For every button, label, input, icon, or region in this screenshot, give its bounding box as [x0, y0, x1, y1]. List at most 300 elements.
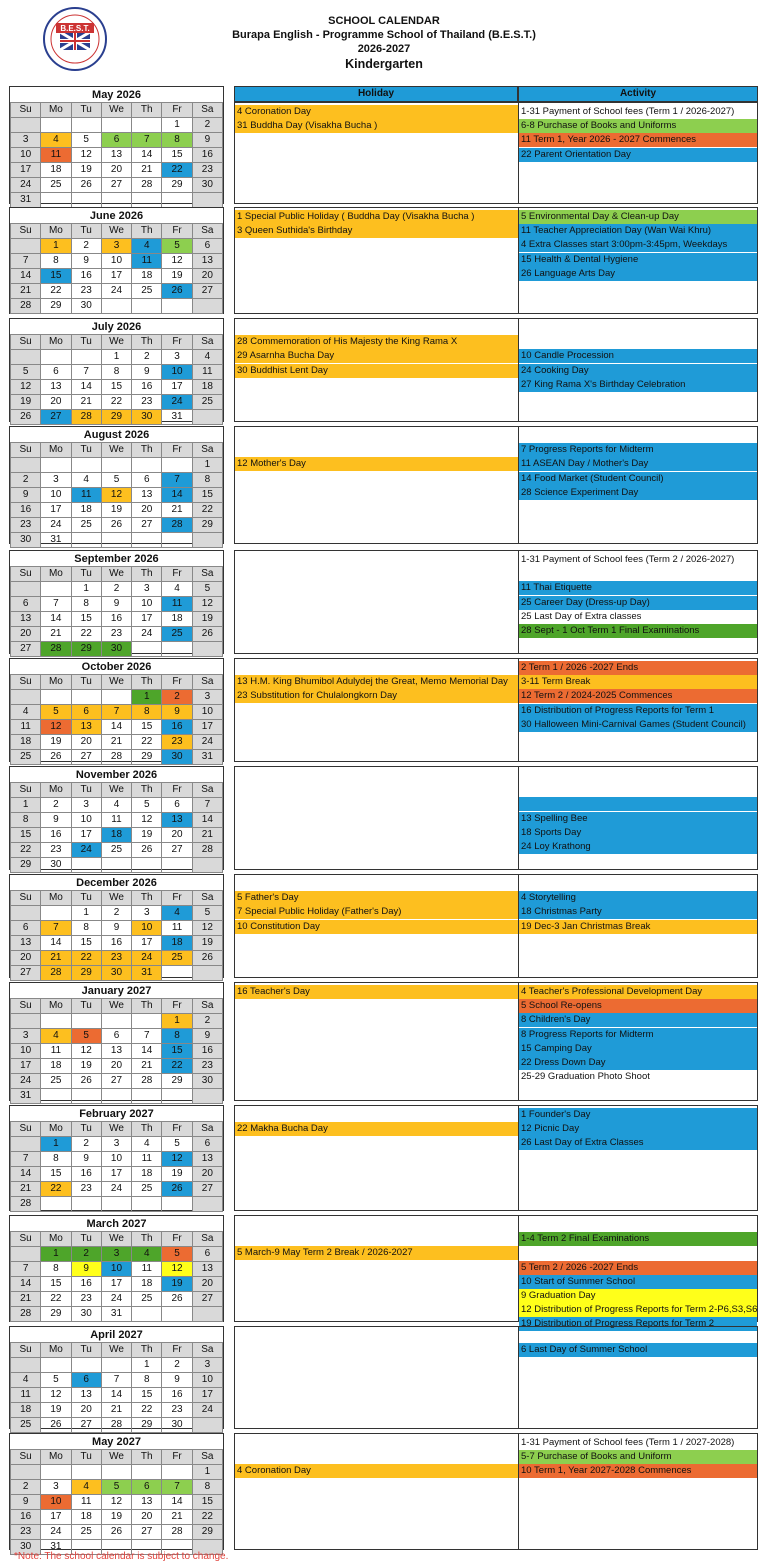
day-cell: 9 [101, 921, 131, 936]
holiday-entry: 23 Substitution for Chulalongkorn Day [235, 689, 518, 703]
day-name: We [101, 1450, 131, 1465]
activity-entry: 25 Career Day (Dress-up Day) [519, 596, 757, 610]
day-cell: 21 [11, 284, 41, 299]
day-cell: 11 [162, 597, 192, 612]
day-cell: 13 [101, 1044, 131, 1059]
day-cell: 2 [71, 1247, 101, 1262]
activity-box [518, 766, 758, 870]
empty-cell [192, 1197, 222, 1212]
day-name: Fr [162, 1232, 192, 1247]
day-name: We [101, 675, 131, 690]
day-cell: 20 [192, 1167, 222, 1182]
day-cell: 15 [11, 828, 41, 843]
day-name: Su [11, 1122, 41, 1137]
activity-entry: 12 Term 2 / 2024-2025 Commences [519, 689, 757, 703]
holiday-entry: 10 Constitution Day [235, 920, 518, 934]
day-cell: 30 [11, 1540, 41, 1555]
day-name: Su [11, 1343, 41, 1358]
day-cell: 19 [11, 395, 41, 410]
activity-entry: 16 Distribution of Progress Reports for Term 1 [519, 704, 757, 718]
day-cell: 29 [41, 1307, 71, 1322]
day-cell: 4 [162, 582, 192, 597]
activity-entry: 19 Dec-3 Jan Christmas Break [519, 920, 757, 934]
day-cell: 31 [11, 1089, 41, 1104]
day-name: Tu [71, 224, 101, 239]
activity-entry: 10 Start of Summer School [519, 1275, 757, 1289]
empty-cell [192, 410, 222, 425]
month-title: December 2026 [76, 876, 157, 889]
day-cell: 2 [41, 798, 71, 813]
empty-cell [162, 193, 192, 208]
day-cell: 23 [71, 1292, 101, 1307]
empty-cell [162, 1197, 192, 1212]
holiday-box [234, 426, 519, 544]
day-cell: 15 [41, 1277, 71, 1292]
empty-cell [192, 858, 222, 873]
month-title: July 2026 [91, 320, 142, 333]
day-name: Fr [162, 1450, 192, 1465]
empty-cell [41, 1465, 71, 1480]
empty-cell [11, 1137, 41, 1152]
holiday-entry: 28 Commemoration of His Majesty the King Rama X [235, 335, 518, 349]
day-name: Fr [162, 783, 192, 798]
day-cell: 10 [192, 1373, 222, 1388]
holiday-box [234, 658, 519, 762]
day-cell: 16 [71, 1277, 101, 1292]
activity-entry: 15 Camping Day [519, 1042, 757, 1056]
day-cell: 13 [11, 612, 41, 627]
activity-box [518, 102, 758, 204]
day-cell: 26 [101, 518, 131, 533]
day-name: Fr [162, 891, 192, 906]
day-cell: 20 [192, 1277, 222, 1292]
activity-entry: 27 King Rama X's Birthday Celebration [519, 378, 757, 392]
empty-cell [41, 118, 71, 133]
empty-cell [101, 533, 131, 548]
activity-entry: 12 Distribution of Progress Reports for Term 2-P6,S3,S6 [521, 1304, 758, 1316]
day-name: Su [11, 335, 41, 350]
day-cell: 17 [41, 503, 71, 518]
day-cell: 10 [41, 1495, 71, 1510]
day-cell: 18 [41, 163, 71, 178]
day-cell: 30 [162, 1418, 192, 1433]
day-cell: 1 [41, 1137, 71, 1152]
day-cell: 23 [11, 518, 41, 533]
day-cell: 29 [132, 1418, 162, 1433]
day-name: Tu [71, 1232, 101, 1247]
holiday-box [234, 207, 519, 314]
day-cell: 31 [101, 1307, 131, 1322]
day-cell: 22 [132, 735, 162, 750]
day-cell: 22 [41, 284, 71, 299]
day-cell: 24 [101, 1182, 131, 1197]
day-cell: 10 [162, 365, 192, 380]
empty-cell [71, 350, 101, 365]
day-cell: 17 [192, 1388, 222, 1403]
day-name: Tu [71, 1450, 101, 1465]
day-name: We [101, 335, 131, 350]
day-cell: 24 [41, 518, 71, 533]
day-cell: 22 [162, 163, 192, 178]
day-cell: 12 [101, 488, 131, 503]
holiday-entry: 1 Special Public Holiday ( Buddha Day (Visakha Bucha ) [235, 210, 518, 224]
month-calendar [9, 86, 224, 204]
day-cell: 10 [132, 921, 162, 936]
holiday-entry: 12 Mother's Day [235, 457, 518, 471]
activity-box [518, 874, 758, 978]
empty-cell [192, 1307, 222, 1322]
day-cell: 20 [11, 951, 41, 966]
day-cell: 5 [101, 473, 131, 488]
empty-cell [132, 1014, 162, 1029]
day-name: Fr [162, 443, 192, 458]
day-cell: 11 [132, 254, 162, 269]
day-name: Mo [41, 1232, 71, 1247]
day-cell: 22 [71, 627, 101, 642]
day-cell: 29 [41, 299, 71, 314]
empty-cell [71, 1014, 101, 1029]
activity-entry: 7 Progress Reports for Midterm [519, 443, 757, 457]
day-cell: 17 [101, 1277, 131, 1292]
day-cell: 13 [192, 1262, 222, 1277]
day-cell: 16 [101, 612, 131, 627]
day-name: Th [132, 1450, 162, 1465]
day-cell: 1 [192, 1465, 222, 1480]
day-cell: 25 [11, 750, 41, 765]
activity-entry: 18 Sports Day [519, 826, 757, 840]
day-cell: 19 [101, 503, 131, 518]
day-cell: 8 [162, 133, 192, 148]
day-cell: 24 [71, 843, 101, 858]
day-cell: 31 [192, 750, 222, 765]
day-cell: 5 [11, 365, 41, 380]
activity-column-header: Activity [518, 86, 758, 102]
empty-cell [162, 858, 192, 873]
day-cell: 7 [162, 1480, 192, 1495]
day-cell: 23 [41, 843, 71, 858]
day-cell: 3 [162, 350, 192, 365]
activity-box [518, 982, 758, 1101]
day-cell: 9 [132, 365, 162, 380]
day-cell: 13 [162, 813, 192, 828]
day-cell: 29 [192, 1525, 222, 1540]
activity-entry: 5 Environmental Day & Clean-up Day [519, 210, 757, 224]
day-cell: 8 [41, 1262, 71, 1277]
activity-entry: 1-31 Payment of School fees (Term 1 / 2026-2027) [519, 105, 757, 119]
day-cell: 31 [162, 410, 192, 425]
day-cell: 24 [192, 1403, 222, 1418]
day-cell: 11 [41, 148, 71, 163]
day-cell: 9 [71, 1262, 101, 1277]
day-cell: 25 [132, 1182, 162, 1197]
day-cell: 31 [41, 533, 71, 548]
empty-cell [162, 642, 192, 657]
day-name: Tu [71, 999, 101, 1014]
day-cell: 6 [192, 239, 222, 254]
empty-cell [162, 1465, 192, 1480]
day-name: Tu [71, 335, 101, 350]
month-title: May 2027 [92, 1435, 141, 1448]
day-cell: 23 [11, 1525, 41, 1540]
empty-cell [41, 1358, 71, 1373]
activity-entry: 1-4 Term 2 Final Examinations [519, 1232, 757, 1246]
day-name: Th [132, 675, 162, 690]
day-cell: 17 [101, 269, 131, 284]
day-cell: 18 [11, 735, 41, 750]
day-name: Su [11, 783, 41, 798]
day-cell: 19 [192, 612, 222, 627]
day-cell: 14 [162, 488, 192, 503]
day-cell: 19 [162, 1167, 192, 1182]
day-cell: 10 [132, 597, 162, 612]
day-cell: 1 [132, 690, 162, 705]
day-cell: 4 [41, 133, 71, 148]
day-cell: 20 [162, 828, 192, 843]
day-cell: 30 [41, 858, 71, 873]
day-name: Th [132, 1343, 162, 1358]
day-cell: 12 [162, 1262, 192, 1277]
day-cell: 27 [101, 178, 131, 193]
day-cell: 1 [162, 118, 192, 133]
day-name: Th [132, 1232, 162, 1247]
day-cell: 23 [71, 284, 101, 299]
day-cell: 3 [101, 1137, 131, 1152]
day-cell: 17 [11, 163, 41, 178]
empty-cell [132, 1307, 162, 1322]
empty-cell [132, 1089, 162, 1104]
empty-cell [71, 690, 101, 705]
empty-cell [132, 1197, 162, 1212]
day-cell: 12 [11, 380, 41, 395]
day-cell: 17 [132, 936, 162, 951]
day-cell: 9 [11, 1495, 41, 1510]
day-name: Sa [192, 224, 222, 239]
month-calendar [9, 318, 224, 422]
day-cell: 28 [11, 1197, 41, 1212]
activity-box [518, 207, 758, 314]
empty-cell [101, 1197, 131, 1212]
day-cell: 2 [71, 1137, 101, 1152]
day-cell: 15 [132, 720, 162, 735]
day-cell: 8 [71, 597, 101, 612]
activity-entry: 4 Teacher's Professional Development Day [519, 985, 757, 999]
day-cell: 30 [162, 750, 192, 765]
day-cell: 19 [132, 828, 162, 843]
activity-entry: 1-31 Payment of School fees (Term 2 / 2026-2027) [519, 553, 757, 567]
empty-cell [101, 1465, 131, 1480]
day-cell: 23 [192, 163, 222, 178]
day-cell: 28 [41, 642, 71, 657]
empty-cell [71, 1465, 101, 1480]
school-logo [42, 6, 108, 72]
day-cell: 28 [162, 518, 192, 533]
month-calendar [9, 1433, 224, 1550]
empty-cell [71, 1089, 101, 1104]
day-name: Th [132, 335, 162, 350]
day-cell: 5 [41, 1373, 71, 1388]
day-cell: 28 [11, 1307, 41, 1322]
day-name: Fr [162, 999, 192, 1014]
day-cell: 4 [41, 1029, 71, 1044]
holiday-entry: 22 Makha Bucha Day [235, 1122, 518, 1136]
activity-entry: 14 Food Market (Student Council) [519, 472, 757, 486]
day-name: Sa [192, 783, 222, 798]
day-cell: 15 [132, 1388, 162, 1403]
day-cell: 13 [11, 936, 41, 951]
day-cell: 27 [192, 1292, 222, 1307]
day-cell: 14 [132, 148, 162, 163]
empty-cell [192, 193, 222, 208]
day-cell: 12 [71, 1044, 101, 1059]
empty-cell [71, 118, 101, 133]
day-cell: 13 [71, 1388, 101, 1403]
month-title: April 2027 [90, 1328, 143, 1341]
activity-entry: 22 Parent Orientation Day [519, 148, 757, 162]
month-title: November 2026 [75, 768, 158, 781]
empty-cell [71, 458, 101, 473]
empty-cell [132, 118, 162, 133]
month-calendar [9, 874, 224, 978]
day-cell: 3 [101, 1247, 131, 1262]
day-cell: 3 [101, 239, 131, 254]
day-name: Su [11, 443, 41, 458]
holiday-box [234, 982, 519, 1101]
day-cell: 14 [11, 1167, 41, 1182]
day-cell: 20 [192, 269, 222, 284]
day-name: Su [11, 1450, 41, 1465]
day-name: Fr [162, 567, 192, 582]
day-cell: 6 [132, 1480, 162, 1495]
day-cell: 17 [192, 720, 222, 735]
day-cell: 4 [11, 1373, 41, 1388]
day-name: We [101, 891, 131, 906]
day-cell: 24 [132, 951, 162, 966]
day-cell: 26 [162, 1292, 192, 1307]
day-cell: 3 [11, 133, 41, 148]
day-cell: 15 [192, 1495, 222, 1510]
activity-entry [519, 567, 757, 581]
day-name: Mo [41, 224, 71, 239]
month-title: June 2026 [89, 209, 144, 222]
empty-cell [41, 350, 71, 365]
day-cell: 8 [41, 254, 71, 269]
day-cell: 22 [41, 1182, 71, 1197]
day-cell: 29 [162, 178, 192, 193]
holiday-box [234, 1105, 519, 1211]
activity-entry: 13 Spelling Bee [519, 812, 757, 826]
day-cell: 11 [11, 1388, 41, 1403]
activity-entry: 1-31 Payment of School fees (Term 1 / 2027-2028) [519, 1436, 757, 1450]
holiday-entry: 13 H.M. King Bhumibol Adulydej the Great, Memo Memorial Day [235, 675, 518, 689]
day-name: Tu [71, 567, 101, 582]
month-title: March 2027 [86, 1217, 147, 1230]
day-cell: 13 [132, 488, 162, 503]
day-cell: 7 [11, 254, 41, 269]
day-cell: 12 [101, 1495, 131, 1510]
day-cell: 6 [132, 473, 162, 488]
day-cell: 20 [41, 395, 71, 410]
day-cell: 28 [101, 750, 131, 765]
activity-entry: 10 Term 1, Year 2027-2028 Commences [519, 1464, 757, 1478]
day-cell: 6 [11, 597, 41, 612]
activity-box [518, 658, 758, 762]
day-cell: 8 [132, 705, 162, 720]
day-name: Tu [71, 891, 101, 906]
empty-cell [11, 906, 41, 921]
day-cell: 18 [132, 1167, 162, 1182]
activity-entry: 11 Term 1, Year 2026 - 2027 Commences [519, 133, 757, 147]
day-cell: 11 [132, 1152, 162, 1167]
day-cell: 8 [41, 1152, 71, 1167]
empty-cell [11, 118, 41, 133]
activity-entry: 19 Distribution of Progress Reports for Term 2 [519, 1317, 757, 1331]
day-cell: 9 [192, 1029, 222, 1044]
day-cell: 21 [41, 951, 71, 966]
day-cell: 6 [192, 1247, 222, 1262]
holiday-box [234, 550, 519, 654]
day-cell: 25 [192, 395, 222, 410]
day-cell: 3 [132, 906, 162, 921]
day-cell: 2 [71, 239, 101, 254]
day-cell: 13 [132, 1495, 162, 1510]
day-cell: 14 [192, 813, 222, 828]
day-cell: 23 [101, 627, 131, 642]
activity-entry: 15 Health & Dental Hygiene [519, 253, 757, 267]
day-cell: 3 [11, 1029, 41, 1044]
day-cell: 7 [101, 705, 131, 720]
empty-cell [41, 193, 71, 208]
empty-cell [11, 1465, 41, 1480]
empty-cell [41, 906, 71, 921]
empty-cell [162, 966, 192, 981]
day-cell: 1 [41, 239, 71, 254]
day-cell: 6 [71, 1373, 101, 1388]
day-name: Th [132, 103, 162, 118]
day-cell: 25 [41, 178, 71, 193]
holiday-entry: 4 Coronation Day [235, 105, 518, 119]
day-cell: 10 [101, 1152, 131, 1167]
day-cell: 30 [71, 299, 101, 314]
day-cell: 19 [71, 1059, 101, 1074]
day-cell: 13 [71, 720, 101, 735]
day-cell: 24 [101, 284, 131, 299]
day-cell: 21 [101, 1403, 131, 1418]
day-cell: 20 [101, 1059, 131, 1074]
day-cell: 13 [101, 148, 131, 163]
day-cell: 31 [132, 966, 162, 981]
holiday-entry: 31 Buddha Day (Visakha Bucha ) [235, 119, 518, 133]
day-name: Tu [71, 443, 101, 458]
holiday-entry: 29 Asarnha Bucha Day [235, 349, 518, 363]
day-name: Mo [41, 567, 71, 582]
day-cell: 30 [11, 533, 41, 548]
day-cell: 9 [162, 1373, 192, 1388]
holiday-box [234, 766, 519, 870]
day-name: Sa [192, 675, 222, 690]
empty-cell [132, 193, 162, 208]
month-calendar [9, 550, 224, 654]
day-cell: 2 [11, 1480, 41, 1495]
day-cell: 22 [71, 951, 101, 966]
day-cell: 24 [162, 395, 192, 410]
activity-entry: 18 Christmas Party [519, 905, 757, 919]
day-cell: 2 [101, 906, 131, 921]
day-cell: 18 [11, 1403, 41, 1418]
day-name: We [101, 1232, 131, 1247]
day-cell: 4 [11, 705, 41, 720]
day-name: We [101, 999, 131, 1014]
day-cell: 17 [11, 1059, 41, 1074]
